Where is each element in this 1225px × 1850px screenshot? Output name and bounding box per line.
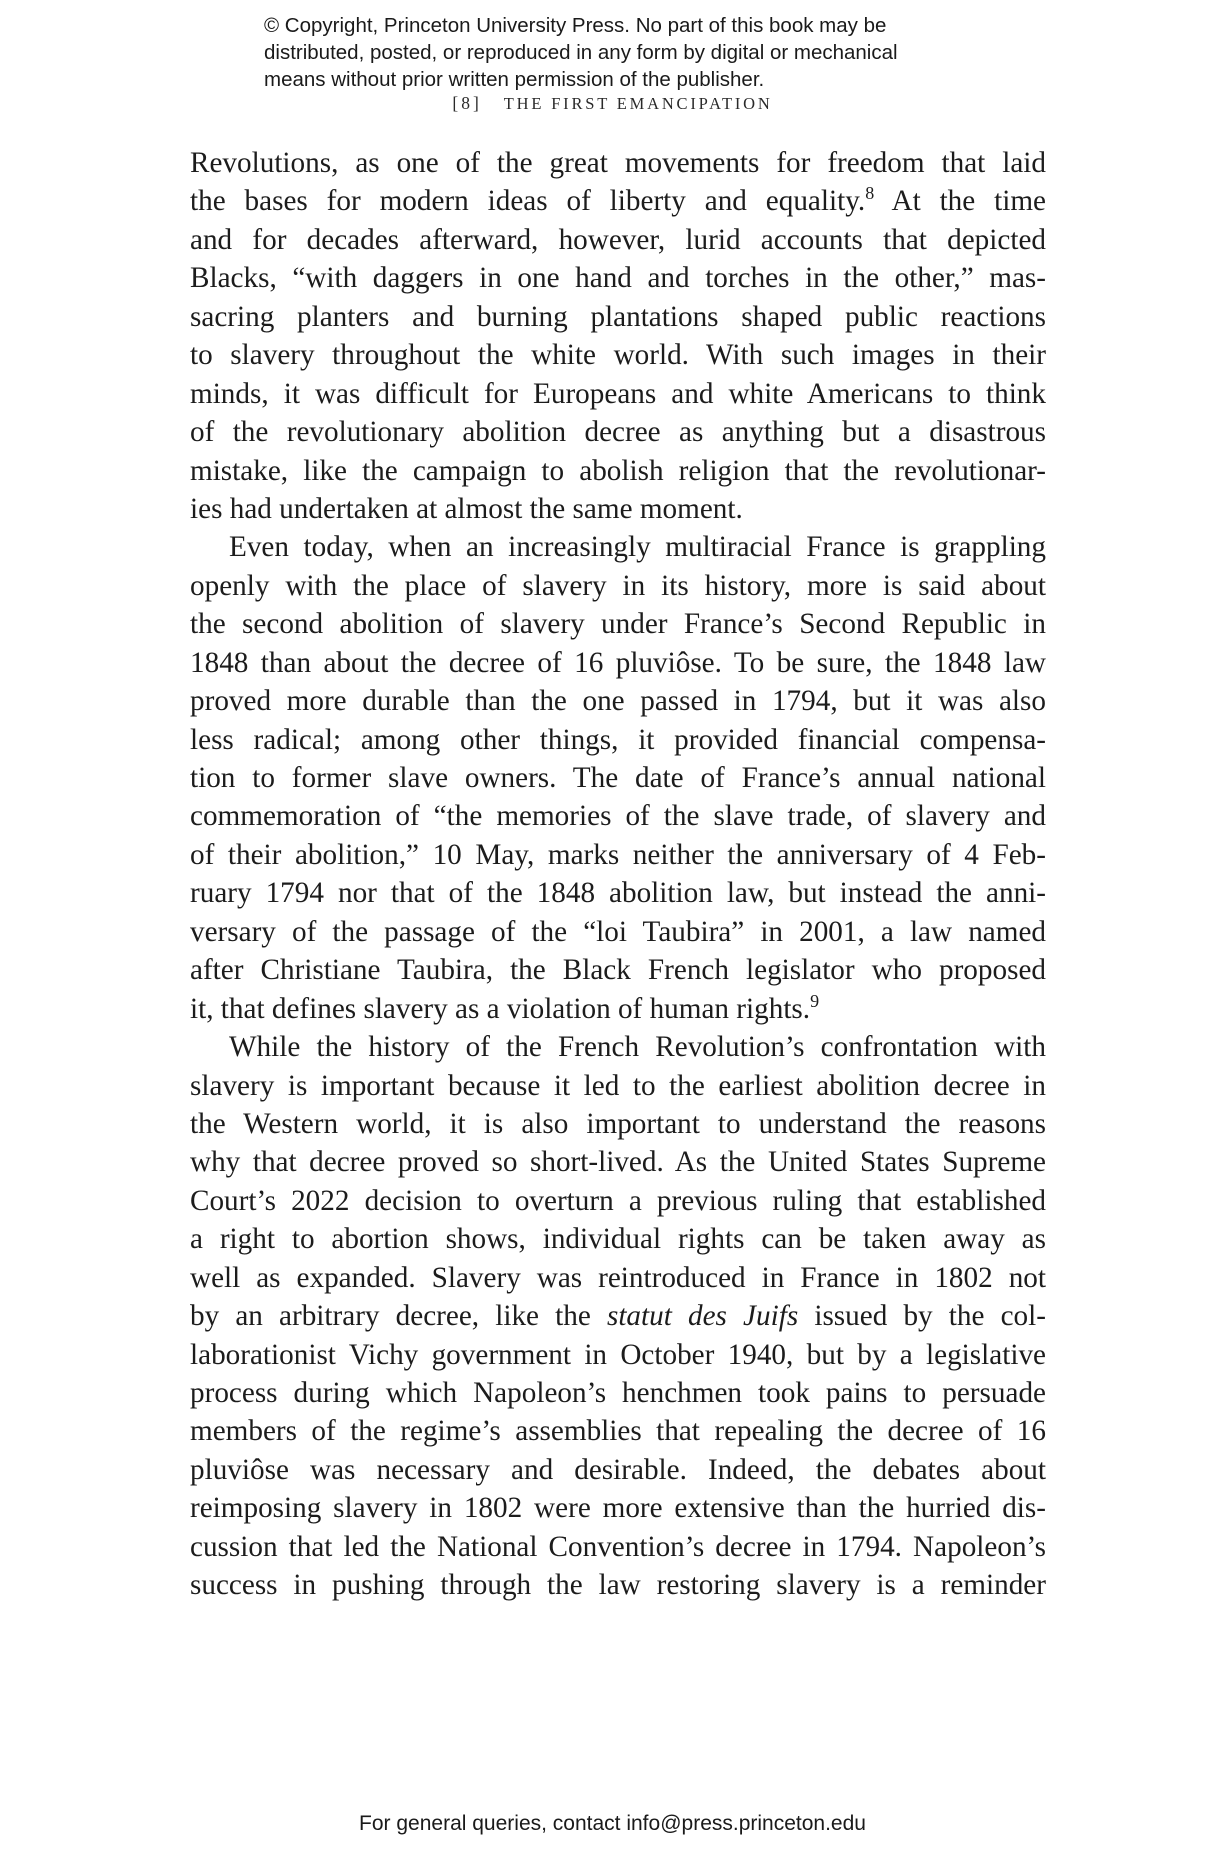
- text-line: versary of the passage of the “loi Taubira” in 2001, a law named: [190, 915, 1046, 948]
- text-line: reimposing slavery in 1802 were more extensive than the hurried dis-: [190, 1492, 1046, 1525]
- text-line: less radical; among other things, it provided financial compensa-: [190, 723, 1046, 756]
- text-line: by an arbitrary decree, like the statut des Juifs issued by the col-: [190, 1300, 1046, 1333]
- text-line: Revolutions, as one of the great movements for freedom that laid: [190, 147, 1046, 179]
- footnote-ref: 9: [810, 990, 820, 1011]
- text-line: of the revolutionary abolition decree as anything but a disastrous: [190, 416, 1046, 449]
- text-line: a right to abortion shows, individual rights can be taken away as: [190, 1223, 1046, 1256]
- text-line: why that decree proved so short-lived. As the United States Supreme: [190, 1146, 1046, 1179]
- text-line: 1848 than about the decree of 16 pluviôse. To be sure, the 1848 law: [190, 646, 1046, 679]
- text-line: after Christiane Taubira, the Black French legislator who proposed: [190, 954, 1046, 987]
- text-line: the bases for modern ideas of liberty and equality.$^8$ At the time: [190, 183, 1046, 218]
- text-line: While the history of the French Revolution’s confrontation with: [229, 1031, 1046, 1064]
- text-line: Blacks, “with daggers in one hand and torches in the other,” mas-: [190, 262, 1046, 295]
- copyright-notice: [264, 12, 984, 93]
- text-line: ies had undertaken at almost the same moment.: [190, 492, 743, 525]
- page-number: [8]: [452, 93, 482, 113]
- copyright-line: means without prior written permission of the publisher.: [264, 68, 765, 91]
- text-line: tion to former slave owners. The date of France’s annual national: [190, 762, 1046, 794]
- text-line: sacring planters and burning plantations shaped public reactions: [190, 300, 1046, 333]
- text-line: process during which Napoleon’s henchmen took pains to persuade: [190, 1377, 1046, 1409]
- text-line: the second abolition of slavery under France’s Second Republic in: [190, 608, 1046, 641]
- text-line: minds, it was difficult for Europeans and white Americans to think: [190, 377, 1046, 410]
- text-line: and for decades afterward, however, lurid accounts that depicted: [190, 223, 1046, 256]
- text-line: proved more durable than the one passed in 1794, but it was also: [190, 685, 1046, 718]
- text-line: Court’s 2022 decision to overturn a previous ruling that established: [190, 1184, 1046, 1217]
- footer-contact: For general queries, contact info@press.princeton.edu: [359, 1812, 866, 1835]
- text-line: commemoration of “the memories of the slave trade, of slavery and: [190, 800, 1046, 833]
- text-line: cussion that led the National Convention’s decree in 1794. Napoleon’s: [190, 1530, 1046, 1563]
- body-text: [190, 144, 1046, 1605]
- text-line: openly with the place of slavery in its history, more is said about: [190, 569, 1046, 602]
- text-line: Even today, when an increasingly multiracial France is grappling: [229, 531, 1046, 564]
- footnote-ref: 8: [865, 183, 875, 204]
- italic-title: statut des Juifs: [606, 1300, 799, 1333]
- text-line: the Western world, it is also important to understand the reasons: [190, 1107, 1046, 1140]
- text-line: slavery is important because it led to the earliest abolition decree in: [190, 1069, 1046, 1102]
- text-line: mistake, like the campaign to abolish religion that the revolutionar-: [190, 454, 1046, 487]
- text-line: members of the regime’s assemblies that repealing the decree of 16: [190, 1415, 1046, 1448]
- text-line: success in pushing through the law restoring slavery is a reminder: [190, 1569, 1046, 1602]
- text-line: ruary 1794 nor that of the 1848 abolition law, but instead the anni-: [190, 877, 1046, 910]
- text-line: it, that defines slavery as a violation of human rights.$^9$: [190, 990, 820, 1025]
- text-line: pluviôse was necessary and desirable. Indeed, the debates about: [190, 1453, 1046, 1486]
- text-line: laborationist Vichy government in October 1940, but by a legislative: [190, 1338, 1046, 1371]
- text-line: well as expanded. Slavery was reintroduced in France in 1802 not: [190, 1261, 1046, 1294]
- text-line: to slavery throughout the white world. With such images in their: [190, 339, 1046, 372]
- copyright-line: © Copyright, Princeton University Press. No part of this book may be: [264, 14, 887, 37]
- book-title: THE FIRST EMANCIPATION: [503, 94, 773, 113]
- running-head: [0, 93, 1225, 114]
- copyright-line: distributed, posted, or reproduced in any form by digital or mechanical: [264, 41, 898, 64]
- text-line: of their abolition,” 10 May, marks neither the anniversary of 4 Feb-: [190, 838, 1046, 871]
